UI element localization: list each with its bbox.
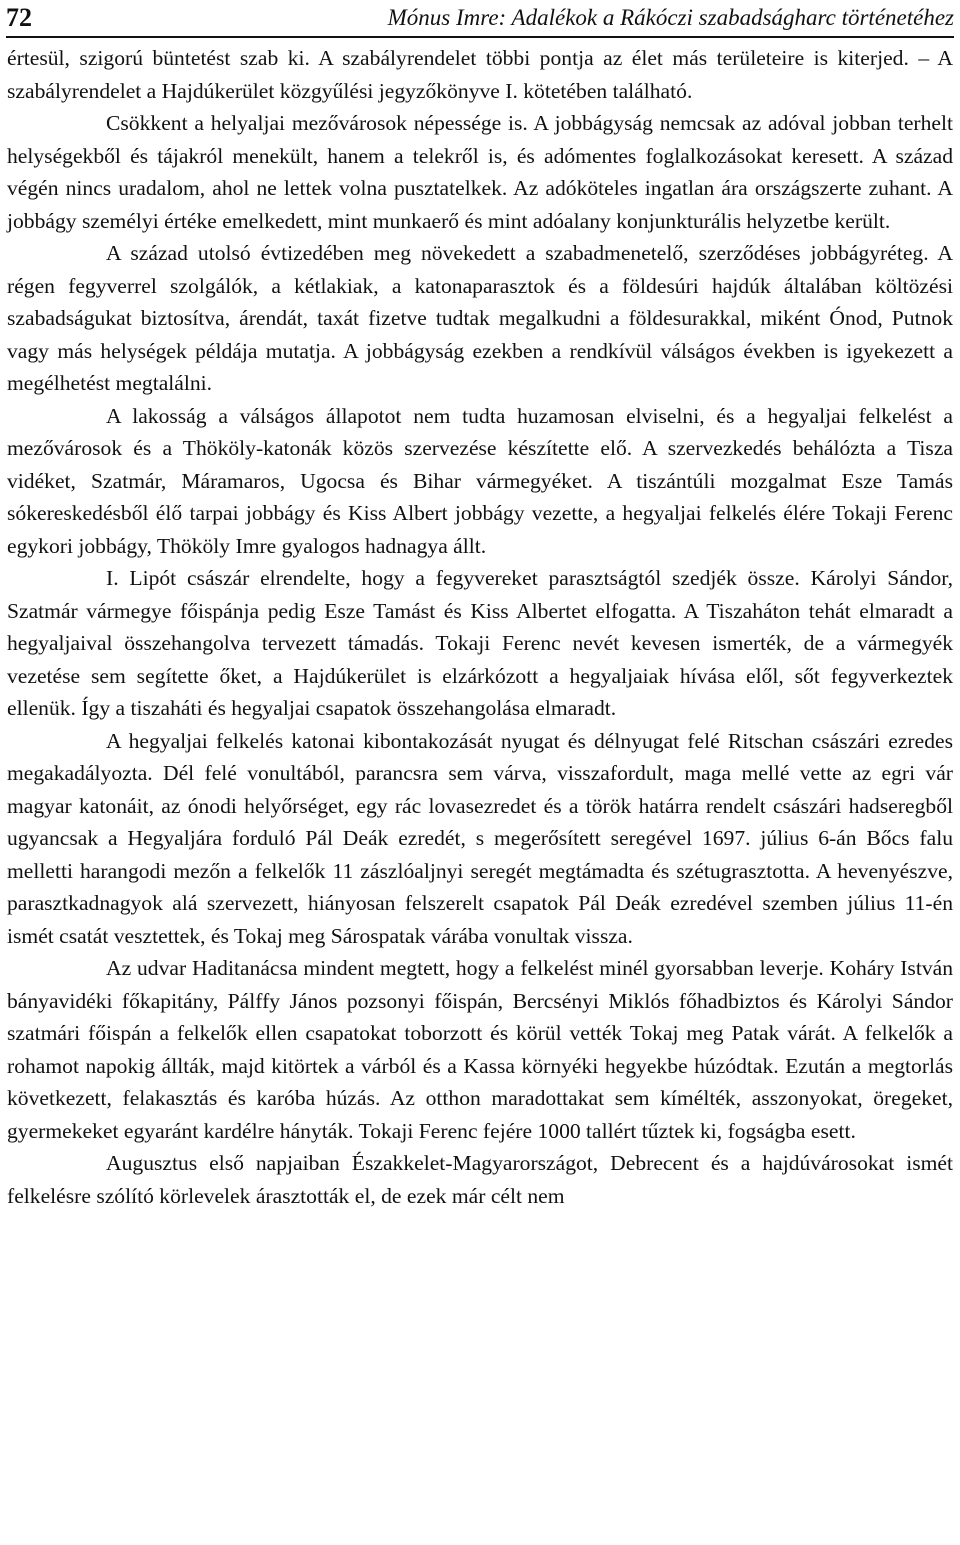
paragraph: Augusztus első napjaiban Északkelet-Magyarországot, Debrecent és a hajdúvárosokat ismét felkelésre szólító körlevelek árasztották el, de ezek már célt nem: [7, 1151, 953, 1208]
paragraph: Az udvar Haditanácsa mindent megtett, hogy a felkelést minél gyorsabban leverje. Koháry István bányavidéki főkapitány, Pálffy János pozsonyi főispán, Bercsényi Miklós főhadbiztos és Károlyi Sándor szatmári főispán a felkelők ellen csapatokat toborzott és körül vették Tokaj meg Patak várát. A felkelők a rohamot napokig állták, majd kitörtek a várból és a Kassa környéki hegyekbe húzódtak. Ezután a megtorlás következett, felakasztás és karóba húzás. Az otthon maradottakat sem kímélték, asszonyokat, öregeket, gyermekeket egyaránt kardélre hányták. Tokaji Ferenc fejére 1000 tallért tűztek ki, fogságba esett.: [7, 956, 953, 1143]
body-text: [7, 42, 953, 1212]
paragraph: I. Lipót császár elrendelte, hogy a fegyvereket parasztságtól szedjék össze. Károlyi Sándor, Szatmár vármegye főispánja pedig Esze Tamást és Kiss Albertet elfogatta. A Tiszaháton tehát elmaradt a hegyaljaival összehangolva tervezett támadás. Tokaji Ferenc nevét kevesen ismerték, de a vármegyék vezetése sem segítette őket, a Hajdúkerület is elzárkózott a hegyaljaiak hívása elől, sőt fegyverkeztek ellenük. Így a tiszaháti és hegyaljai csapatok összehangolása elmaradt.: [7, 566, 953, 720]
paragraph: értesül, szigorú büntetést szab ki. A szabályrendelet többi pontja az élet más területeire is kiterjed. – A szabályrendelet a Hajdúkerület közgyűlési jegyzőkönyve I. kötetében található.: [7, 46, 953, 103]
paragraph: A lakosság a válságos állapotot nem tudta huzamosan elviselni, és a hegyaljai felkelést a mezővárosok és a Thököly-katonák közös szervezése készítette elő. A szervezkedés behálózta a Tisza vidéket, Szatmár, Máramaros, Ugocsa és Bihar vármegyéket. A tiszántúli mozgalmat Esze Tamás sókereskedésből élő tarpai jobbágy és Kiss Albert jobbágy vezette, a hegyaljai felkelés élére Tokaji Ferenc egykori jobbágy, Thököly Imre gyalogos hadnagya állt.: [7, 403, 953, 558]
page-header: [6, 2, 954, 38]
paragraph: A század utolsó évtizedében meg növekedett a szabadmenetelő, szerződéses jobbágyréteg. A régen fegyverrel szolgálók, a kétlakiak, a katonaparasztok és a földesúri hajdúk általában költözési szabadságukat biztosítva, árendát, taxát fizetve tudtak megalkudni a földesurakkal, miként Ónod, Putnok vagy más helységek példája mutatja. A jobbágyság ezekben a rendkívül válságos években is igyekezett a megélhetést megtalálni.: [7, 241, 953, 395]
paragraph: Csökkent a helyaljai mezővárosok népessége is. A jobbágyság nemcsak az adóval jobban terhelt helységekből és tájakról menekült, hanem a telekről is, és adómentes foglalkozásokat keresett. A század végén nincs uradalom, ahol ne lettek volna pusztatelkek. Az adóköteles ingatlan ára országszerte zuhant. A jobbágy személyi értéke emelkedett, mint munkaerő és mint adóalany konjunkturális helyzetbe került.: [7, 111, 953, 233]
paragraph: A hegyaljai felkelés katonai kibontakozását nyugat és délnyugat felé Ritschan császári ezredes megakadályozta. Dél felé vonultából, parancsra sem várva, visszafordult, maga mellé vette az egri vár magyar katonáit, az ónodi helyőrséget, egy rác lovasezredet és a török határra rendelt császári hadseregből ugyancsak a Hegyaljára forduló Pál Deák ezredét, s megerősített seregével 1697. július 6-án Bőcs falu melletti harangodi mezőn a felkelők 11 zászlóaljnyi seregét megtámadta és szétugrasztotta. A hevenyészve, parasztkadnagyok alá szervezett, hiányosan felszerelt csapatok Pál Deák ezredével szemben július 11-én ismét csatát vesztettek, és Tokaj meg Sárospatak várába vonultak vissza.: [7, 728, 953, 948]
running-title: Mónus Imre: Adalékok a Rákóczi szabadságharc történetéhez: [387, 5, 954, 30]
page-number: 72: [6, 3, 32, 32]
